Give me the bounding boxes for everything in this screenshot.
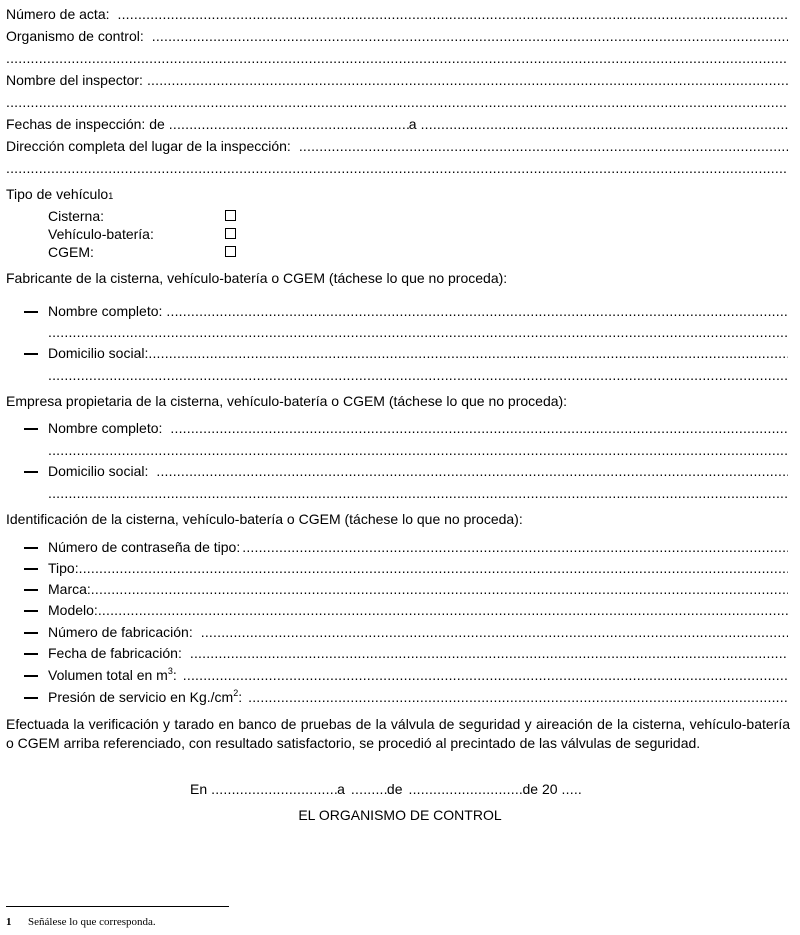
dash-bullet: [24, 353, 38, 355]
dash-bullet: [24, 568, 38, 570]
propietaria-nombre-label: Nombre completo:: [48, 420, 163, 436]
fecha-fabricacion-field[interactable]: [190, 643, 788, 663]
option-vehiculo-bateria-label: Vehículo-batería:: [48, 226, 154, 242]
marca-row: [48, 579, 788, 599]
checkbox-vehiculo-bateria[interactable]: [225, 228, 236, 239]
de20-label: de 20: [522, 781, 558, 797]
direccion-row: [6, 136, 788, 156]
dash-bullet: [24, 547, 38, 549]
marca-field[interactable]: [91, 579, 788, 599]
dash-bullet: [24, 471, 38, 473]
inspector-row: [6, 70, 788, 90]
identificacion-title: [6, 509, 523, 529]
direccion-label: Dirección completa del lugar de la inspección:: [6, 138, 291, 154]
propietaria-domicilio-label: Domicilio social:: [48, 463, 149, 479]
propietaria-domicilio-row-cont: [48, 483, 788, 503]
volumen-row: [48, 665, 788, 685]
fabricante-domicilio-field[interactable]: [148, 343, 788, 363]
dash-bullet: [24, 675, 38, 677]
verification-paragraph: Efectuada la verificación y tarado en banco de pruebas de la válvula de seguridad y aireación de la cisterna, vehículo-batería o CGEM arriba referenciado, con resultado satisfactorio, se procedió al precintado de las válvulas de seguridad.: [6, 716, 790, 751]
option-cgem: [48, 242, 94, 262]
inspector-label: Nombre del inspector:: [6, 72, 143, 88]
fabricante-title-label: Fabricante de la cisterna, vehículo-batería o CGEM (táchese lo que no proceda):: [6, 270, 508, 286]
presion-label: Presión de servicio en $Kg./cm^2$:: [48, 688, 243, 705]
dash-bullet: [24, 428, 38, 430]
organismo-field[interactable]: [152, 26, 788, 46]
marca-label: Marca:: [48, 581, 91, 597]
modelo-field[interactable]: [98, 600, 788, 620]
numero-fabricacion-row: [48, 622, 788, 642]
checkbox-cgem[interactable]: [225, 246, 236, 257]
a-label: a: [337, 781, 345, 797]
fabricante-nombre-field-cont[interactable]: [48, 322, 788, 342]
presion-field[interactable]: [248, 687, 788, 707]
fechas-label: Fechas de inspección: de: [6, 116, 165, 132]
signature-label: EL ORGANISMO DE CONTROL: [298, 807, 502, 823]
fabricante-nombre-row-cont: [48, 322, 788, 342]
propietaria-title-label: Empresa propietaria de la cisterna, vehículo-batería o CGEM (táchese lo que no proceda):: [6, 393, 568, 409]
tipo-vehiculo-title: Tipo de vehículo 1: [6, 186, 114, 202]
tipo-field[interactable]: [79, 558, 788, 578]
fabricante-title: [6, 268, 507, 288]
fabricante-domicilio-row: [48, 343, 788, 363]
fecha-desde-field[interactable]: [169, 114, 409, 134]
fechas-a-label: a: [408, 116, 417, 132]
tipo-label: Tipo:: [48, 560, 79, 576]
fabricante-domicilio-row-cont: [48, 365, 788, 385]
fecha-fabricacion-row: [48, 643, 788, 663]
option-cgem-label: CGEM:: [48, 244, 94, 260]
modelo-label: Modelo:: [48, 602, 98, 618]
fecha-fabricacion-label: Fecha de fabricación:: [48, 645, 182, 661]
option-vehiculo-bateria: [48, 224, 154, 244]
volumen-field[interactable]: [183, 665, 788, 685]
place-date-row: [190, 779, 582, 799]
contrasena-row: [48, 537, 788, 557]
propietaria-domicilio-row: [48, 461, 788, 481]
propietaria-nombre-field[interactable]: [170, 418, 788, 438]
modelo-row: [48, 600, 788, 620]
dash-bullet: [24, 697, 38, 699]
option-cisterna: [48, 206, 104, 226]
en-label: En: [190, 781, 208, 797]
fechas-row: [6, 114, 788, 134]
acta-number-field[interactable]: [118, 4, 789, 24]
propietaria-domicilio-field[interactable]: [156, 461, 788, 481]
footnote-number: 1: [6, 916, 12, 928]
dash-bullet: [24, 653, 38, 655]
option-cisterna-label: Cisterna:: [48, 208, 105, 224]
dash-bullet: [24, 311, 38, 313]
propietaria-nombre-row-cont: [48, 440, 788, 460]
dash-bullet: [24, 632, 38, 634]
inspector-field[interactable]: [147, 70, 788, 90]
dash-bullet: [24, 589, 38, 591]
dia-field[interactable]: [351, 779, 387, 799]
checkbox-cisterna[interactable]: [225, 210, 236, 221]
organismo-row: [6, 26, 788, 46]
fabricante-nombre-row: [48, 301, 788, 321]
propietaria-nombre-field-cont[interactable]: [48, 440, 788, 460]
propietaria-domicilio-field-cont[interactable]: [48, 483, 788, 503]
lugar-field[interactable]: [211, 779, 337, 799]
de-label: de: [386, 781, 403, 797]
organismo-field-cont[interactable]: [6, 48, 788, 68]
numero-fabricacion-field[interactable]: [201, 622, 788, 642]
direccion-field-cont[interactable]: [6, 158, 788, 178]
acta-number-label: Número de acta:: [6, 6, 110, 22]
fabricante-domicilio-field-cont[interactable]: [48, 365, 788, 385]
volumen-label: Volumen total en $m^3$:: [48, 666, 177, 683]
footnote-rule: [6, 906, 229, 907]
organismo-label: Organismo de control:: [6, 28, 144, 44]
direccion-field[interactable]: [299, 136, 788, 156]
mes-field[interactable]: [409, 779, 523, 799]
acta-number-row: [6, 4, 788, 24]
tipo-vehiculo-label: Tipo de vehículo: [6, 186, 109, 202]
fecha-hasta-field[interactable]: [421, 114, 788, 134]
dash-bullet: [24, 610, 38, 612]
fabricante-domicilio-label: Domicilio social:: [48, 345, 149, 361]
direccion-row-cont: [6, 158, 788, 178]
inspector-row-cont: [6, 92, 788, 112]
anio-field[interactable]: [562, 779, 582, 799]
organismo-row-cont: [6, 48, 788, 68]
contrasena-field[interactable]: [242, 537, 788, 557]
contrasena-label: Número de contraseña de tipo:: [48, 539, 241, 555]
presion-row: [48, 687, 788, 707]
footnote-text: Señálese lo que corresponda.: [28, 916, 156, 928]
fabricante-nombre-field[interactable]: [166, 301, 788, 321]
fabricante-nombre-label: Nombre completo:: [48, 303, 163, 319]
inspector-field-cont[interactable]: [6, 92, 788, 112]
propietaria-nombre-row: [48, 418, 788, 438]
tipo-row: [48, 558, 788, 578]
identificacion-title-label: Identificación de la cisterna, vehículo-batería o CGEM (táchese lo que no proceda):: [6, 511, 523, 527]
numero-fabricacion-label: Número de fabricación:: [48, 624, 193, 640]
propietaria-title: [6, 391, 567, 411]
